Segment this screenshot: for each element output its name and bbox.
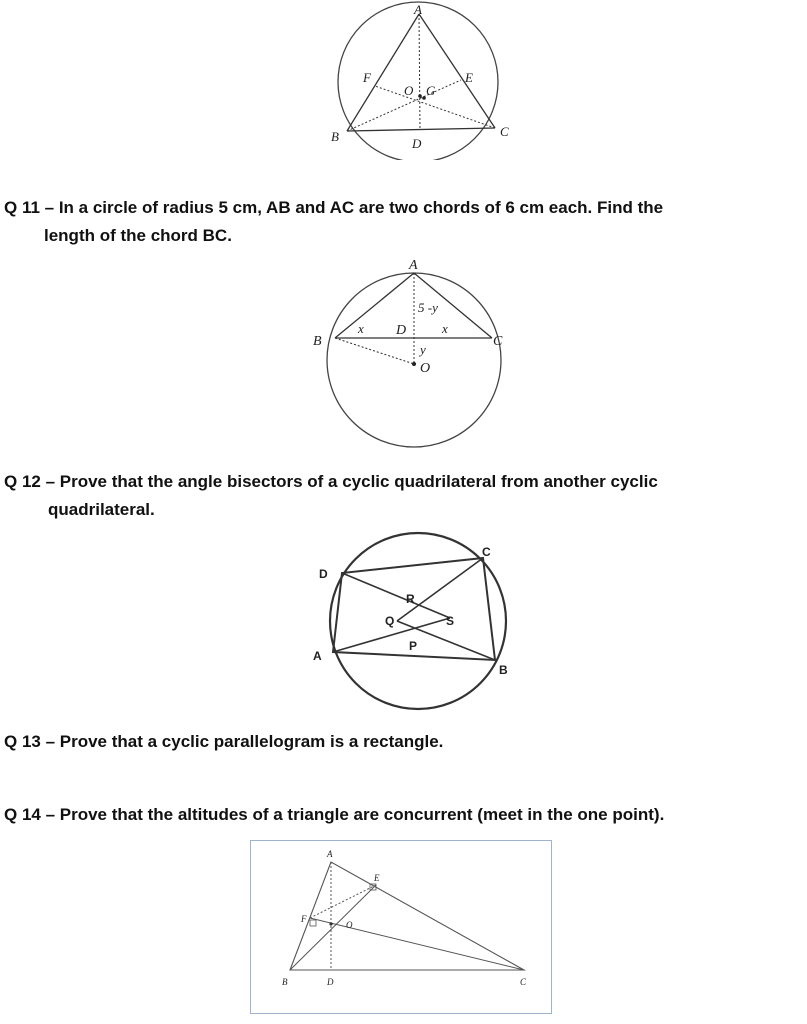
label-a: A (409, 258, 418, 273)
label-c: C (520, 977, 527, 987)
right-angle-f (310, 920, 316, 926)
altitude-cf (310, 918, 524, 970)
label-o: O (404, 83, 414, 98)
label-b: B (331, 129, 339, 144)
bisector-d (342, 573, 450, 618)
label-a: A (414, 2, 422, 17)
label-x-left: x (358, 321, 364, 336)
point-o (418, 94, 422, 98)
label-f: F (301, 914, 307, 924)
label-b: B (282, 977, 288, 987)
label-g: G (426, 83, 436, 98)
circle (330, 533, 506, 709)
label-p: P (409, 639, 418, 653)
question-14 (4, 801, 664, 829)
side-bc (347, 128, 495, 131)
label-y: y (420, 342, 426, 357)
figure-chord-bc (310, 252, 510, 457)
median-ad (419, 14, 420, 130)
question-11 (4, 194, 663, 250)
question-13-text: Q 13 – Prove that a cyclic parallelogram is a rectangle. (4, 732, 444, 751)
bisector-c (397, 558, 483, 621)
question-12-line2: quadrilateral. (48, 500, 155, 519)
point-o (329, 922, 332, 925)
question-12 (4, 468, 658, 524)
figure-circle-triangle-centroid (320, 0, 510, 160)
label-five-minus-y: 5 -y (418, 300, 438, 315)
label-d: D (396, 323, 407, 338)
altitude-be (290, 885, 376, 970)
label-q: Q (385, 614, 395, 628)
label-r: R (406, 592, 415, 606)
label-a: A (327, 849, 333, 859)
label-c: C (493, 334, 503, 349)
label-e: E (374, 873, 380, 883)
question-13 (4, 728, 443, 756)
label-c: C (482, 545, 491, 559)
question-11-line2: length of the chord BC. (44, 226, 232, 245)
label-e: E (465, 70, 473, 85)
label-d: D (327, 977, 334, 987)
question-14-text: Q 14 – Prove that the altitudes of a triangle are concurrent (meet in the one point). (4, 805, 665, 824)
label-b: B (313, 334, 322, 349)
label-d: D (412, 136, 422, 151)
segment-bo (335, 338, 414, 364)
label-a: A (313, 649, 322, 663)
label-s: S (446, 614, 455, 628)
label-o: O (420, 361, 431, 376)
figure-triangle-altitudes (250, 840, 552, 1014)
circle (327, 273, 501, 447)
point-o (412, 362, 416, 366)
label-o: O (346, 920, 353, 930)
question-11-line1: Q 11 – In a circle of radius 5 cm, AB and AC are two chords of 6 cm each. Find the (4, 198, 664, 217)
figure-cyclic-quadrilateral (305, 528, 520, 718)
side-ac (419, 14, 495, 128)
label-x-right: x (442, 321, 448, 336)
label-f: F (363, 70, 371, 85)
label-b: B (499, 663, 508, 677)
label-d: D (319, 567, 328, 581)
side-ab (347, 14, 419, 131)
triangle-abc (290, 862, 524, 970)
question-12-line1: Q 12 – Prove that the angle bisectors of a cyclic quadrilateral from another cyclic (4, 472, 658, 491)
label-c: C (500, 124, 509, 139)
